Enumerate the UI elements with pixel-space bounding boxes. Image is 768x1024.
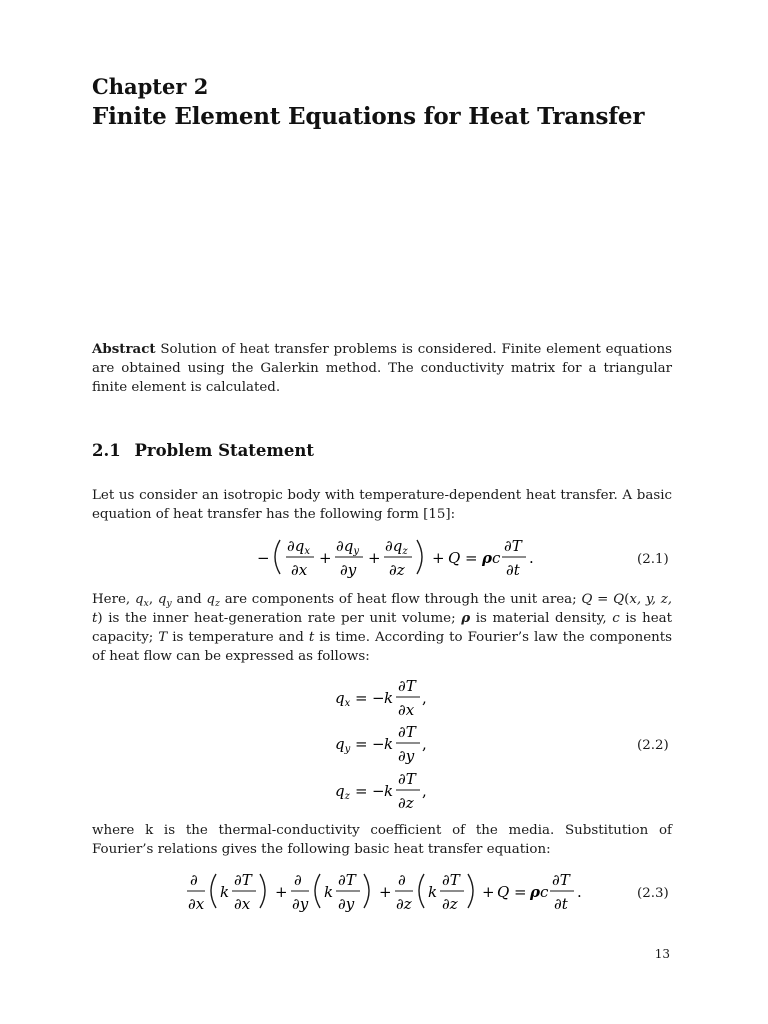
p2-c: c xyxy=(612,611,620,626)
svg-text:+: + xyxy=(275,883,288,901)
svg-text:∂T: ∂T xyxy=(552,871,570,889)
p2-rho: ρ xyxy=(461,610,471,626)
svg-text:+: + xyxy=(432,549,445,567)
paragraph-intro: Let us consider an isotropic body with temperature-dependent heat transfer. A basic equation of heat transfer has the following form [15]: xyxy=(92,488,672,522)
svg-text:∂qx: $\partial q_x$ xyxy=(287,537,310,557)
section-heading xyxy=(92,441,314,460)
p2-text-e: is heat capacity; xyxy=(92,611,673,645)
svg-text:∂x: ∂x xyxy=(234,895,251,913)
svg-text:∂x: ∂x xyxy=(291,561,308,579)
p2-text-c: is the inner heat-generation rate per unit volume; xyxy=(108,611,456,626)
equation-2-3-number: (2.3) xyxy=(637,886,669,901)
svg-text:∂T: ∂T xyxy=(398,723,416,741)
p2-text-g: is time. According to Fourier’s law the components of heat flow can be expressed as follows: xyxy=(92,630,672,664)
svg-text:=: = xyxy=(355,782,368,800)
svg-text:=: = xyxy=(465,549,478,567)
svg-text:∂T: ∂T xyxy=(442,871,460,889)
svg-text:k: k xyxy=(220,883,230,901)
p2-Qxyzt: Q xyxy=(613,592,625,607)
p2-text-b: are components of heat flow through the unit area; xyxy=(224,592,577,607)
p2-Q: Q xyxy=(581,592,593,607)
section-number: 2.1 xyxy=(92,441,121,460)
p2-text-f: is temperature and xyxy=(172,630,304,645)
svg-text:ρ: ρ xyxy=(482,549,492,567)
svg-text:∂x: ∂x xyxy=(188,895,205,913)
p2-qy: $q_y$ xyxy=(157,592,172,609)
svg-text:k: k xyxy=(384,689,394,707)
svg-text:k: k xyxy=(384,782,394,800)
svg-text:k: k xyxy=(428,883,438,901)
equation-2-2-number: (2.2) xyxy=(637,738,669,753)
svg-text:ρ: ρ xyxy=(530,883,540,901)
svg-text:qy: $q_y$ xyxy=(335,735,351,755)
svg-text:qz: $q_z$ xyxy=(335,782,350,802)
svg-text:∂t: ∂t xyxy=(506,561,520,579)
svg-text:∂y: ∂y xyxy=(292,895,309,913)
section-title: Problem Statement xyxy=(134,441,315,460)
p2-qz: $q_z$ xyxy=(206,592,220,609)
svg-text:+: + xyxy=(368,549,381,567)
svg-text:k: k xyxy=(324,883,334,901)
svg-text:c: c xyxy=(540,883,549,901)
abstract-text: Solution of heat transfer problems is considered. Finite element equations are obtained using the Galerkin method. The conductivity matrix for a triangular finite element is calculated. xyxy=(92,342,672,395)
equation-2-1 xyxy=(92,532,672,582)
p2-text-d: is material density, xyxy=(475,611,607,626)
svg-text:=: = xyxy=(355,735,368,753)
p2-qx: $q_x$ xyxy=(134,592,149,609)
svg-text:−: − xyxy=(372,689,385,707)
svg-text:−: − xyxy=(372,782,385,800)
svg-text:+: + xyxy=(319,549,332,567)
svg-text:∂T: ∂T xyxy=(234,871,252,889)
paragraph-substitution: where k is the thermal-conductivity coefficient of the media. Substitution of Fourier’s relations gives the following basic heat transfer equation: xyxy=(92,823,672,857)
svg-text:k: k xyxy=(384,735,394,753)
svg-text:.: . xyxy=(529,549,534,567)
svg-text:.: . xyxy=(577,883,582,901)
svg-text:∂: ∂ xyxy=(190,871,198,889)
chapter-title: Finite Element Equations for Heat Transfer xyxy=(92,103,645,130)
page-number: 13 xyxy=(654,947,670,961)
svg-text:∂T: ∂T xyxy=(504,537,522,555)
svg-text:qx: $q_x$ xyxy=(335,689,351,709)
svg-text:,: , xyxy=(422,689,427,707)
svg-text:∂y: ∂y xyxy=(398,747,415,765)
svg-text:−: − xyxy=(372,735,385,753)
equation-2-3 xyxy=(92,866,672,916)
paragraph-definitions: Here, $q_x$, $q_y$ and $q_z$ are components of heat flow through the unit area; Q = Q(x, y, z, t) is the inner heat-generation rate per unit volume; ρ is material density, c is heat capacity; T is temperature and t is time. According to Fourier’s law the components of heat flow can be expressed as follows: xyxy=(92,592,673,664)
p2-text-a: Here, xyxy=(92,592,131,607)
equation-2-2 xyxy=(92,672,672,817)
svg-text:∂qy: $\partial q_y$ xyxy=(336,537,360,557)
svg-text:=: = xyxy=(355,689,368,707)
svg-text:,: , xyxy=(422,782,427,800)
svg-text:Q: Q xyxy=(448,549,461,567)
svg-text:∂z: ∂z xyxy=(389,561,405,579)
svg-text:∂x: ∂x xyxy=(398,701,415,719)
svg-text:,: , xyxy=(422,735,427,753)
svg-text:∂z: ∂z xyxy=(398,794,414,812)
svg-text:+: + xyxy=(482,883,495,901)
svg-text:∂z: ∂z xyxy=(396,895,412,913)
equation-2-1-number: (2.1) xyxy=(637,552,669,567)
svg-text:+: + xyxy=(379,883,392,901)
svg-text:∂T: ∂T xyxy=(398,770,416,788)
svg-text:Q: Q xyxy=(497,883,510,901)
svg-text:∂t: ∂t xyxy=(554,895,568,913)
svg-text:∂z: ∂z xyxy=(442,895,458,913)
svg-text:∂y: ∂y xyxy=(340,561,357,579)
p2-T: T xyxy=(158,630,168,645)
svg-text:=: = xyxy=(514,883,527,901)
chapter-label: Chapter 2 xyxy=(92,74,209,99)
p2-t: t xyxy=(308,630,315,645)
svg-text:∂: ∂ xyxy=(398,871,406,889)
svg-text:∂qz: $\partial q_z$ xyxy=(385,537,408,557)
svg-text:∂T: ∂T xyxy=(398,677,416,695)
svg-text:c: c xyxy=(492,549,501,567)
svg-text:∂T: ∂T xyxy=(338,871,356,889)
svg-text:∂: ∂ xyxy=(294,871,302,889)
abstract xyxy=(92,340,672,397)
svg-text:∂y: ∂y xyxy=(338,895,355,913)
svg-text:−: − xyxy=(257,549,270,567)
abstract-label: Abstract xyxy=(92,341,156,357)
